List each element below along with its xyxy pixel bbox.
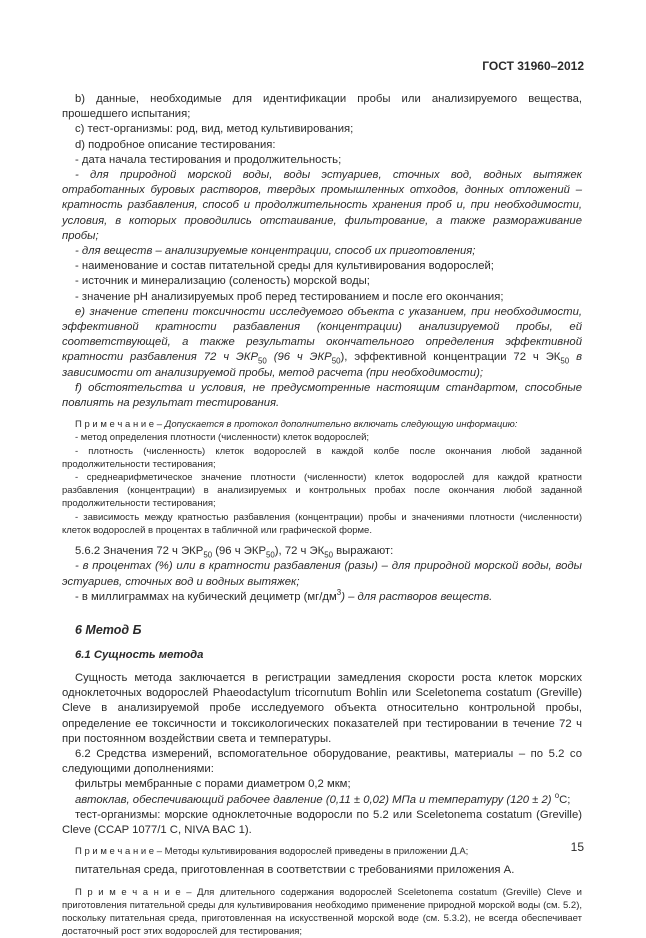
- item-e: [62, 305, 582, 381]
- section-6-2-item-3: тест-организмы: морские одноклеточные водоросли по 5.2 или Sceletonema costatum (Greville) Cleve (CCAP 1077/1 C, NIVA BAC 1).: [62, 808, 582, 836]
- note-1-item-4: - зависимость между кратностью разбавления (концентрации) пробы и значениями плотности (численности) клеток водорослей в процентах в табличной или графической форме.: [62, 511, 582, 536]
- section-6-title-text: 6 Метод Б: [75, 622, 142, 637]
- note-1-text: – Допускается в протокол дополнительно включать следующую информацию:: [154, 419, 518, 431]
- note-2-text: – Методы культивирования водорослей приведены в приложении Д.А;: [154, 846, 469, 858]
- note-2: [62, 845, 582, 858]
- item-d-5: - источник и минерализацию (соленость) морской воды;: [75, 275, 370, 288]
- clause-5-6-2-item-1: - в процентах (%) или в кратности разбавления (разы) – для природной морской воды, воды эстуариев, сточных вод и водных вытяжек;: [62, 560, 582, 588]
- item-e-part4: в зависимости от анализируемой пробы, метод расчета (при необходимости);: [62, 351, 583, 379]
- clause-5-6-2-item-2-b: ) – для растворов веществ.: [341, 590, 493, 603]
- note-3-head: П р и м е ч а н и е: [75, 886, 181, 898]
- clause-5-6-2-part2: (96 ч ЭКР: [212, 545, 266, 558]
- section-6-2-item-1: фильтры мембранные с порами диаметром 0,2 мкм;: [75, 778, 351, 791]
- superscript-3: 3: [336, 587, 342, 597]
- document-body: [62, 92, 582, 938]
- clause-5-6-2-part3: ), 72 ч ЭК: [274, 545, 325, 558]
- nutrient-medium-line: питательная среда, приготовленная в соответствии с требованиями приложения А.: [75, 864, 515, 877]
- item-c: c) тест-организмы: род, вид, метод культивирования;: [75, 123, 354, 136]
- subscript-50: 50: [203, 550, 213, 560]
- note-1-item-1: - метод определения плотности (численности) клеток водорослей;: [75, 432, 370, 444]
- document-header: ГОСТ 31960–2012: [482, 59, 584, 73]
- item-f: f) обстоятельства и условия, не предусмотренные настоящим стандартом, способные повлиять на результат тестирования.: [62, 381, 582, 410]
- item-b: b) данные, необходимые для идентификации пробы или анализируемого вещества, прошедшего испытания;: [62, 93, 582, 121]
- note-1: [62, 418, 582, 431]
- section-6-2-item-2-a: автоклав, обеспечивающий рабочее давление (0,11 ± 0,02) МПа и температуру (120 ± 2): [75, 793, 555, 806]
- item-e-part1: е) значение степени токсичности исследуемого объекта с указанием, при необходимости, эффективной кратности разбавления (концентрации) анализируемой пробы, ей соответствующей, а также результаты окончательного определения эффективной кратности разбавления 72 ч ЭКР: [62, 305, 582, 364]
- item-d-1: - дата начала тестирования и продолжительность;: [75, 153, 342, 166]
- clause-5-6-2-item-2-a: - в миллиграммах на кубический дециметр (мг/дм: [75, 590, 337, 603]
- subscript-50: 50: [258, 356, 267, 366]
- section-6-1-title: [75, 649, 582, 661]
- item-d: d) подробное описание тестирования:: [75, 138, 276, 151]
- note-1-item-3: - среднеарифметическое значение плотности (численности) клеток водорослей для каждой кратности разбавления (концентрации) в анализируемых и контрольных пробах после окончания любой заданной продолжительности тестирования;: [62, 472, 582, 510]
- item-e-part3: ), эффективной концентрации 72 ч ЭК: [340, 351, 561, 364]
- item-e-part2: (96 ч ЭКР: [266, 351, 332, 364]
- subscript-50: 50: [331, 356, 341, 366]
- section-6-2-text: 6.2 Средства измерений, вспомогательное оборудование, реактивы, материалы – по 5.2 со следующими дополнениями:: [62, 747, 582, 776]
- subscript-50: 50: [560, 356, 570, 366]
- item-d-2: - для природной морской воды, воды эстуариев, сточных вод, водных вытяжек отработанных буровых растворов, твердых промышленных отходов, донных отложений – кратность разбавления, способ и продолжительность хранения проб и, при необходимости, условия, в которых проводились отстаивание, фильтрование, а также размораживание пробы;: [62, 169, 582, 242]
- superscript-degree: o: [554, 790, 560, 800]
- section-6-title: [75, 623, 582, 637]
- clause-5-6-2: [62, 544, 582, 559]
- section-6-2-item-2-b: С;: [559, 793, 571, 806]
- subscript-50: 50: [324, 550, 334, 560]
- clause-5-6-2-part4: выражают:: [333, 545, 394, 558]
- note-3-text: – Для длительного содержания водорослей Sceletonema costatum (Greville) Cleve и приготовления питательной среды для культивирования необходимо применение природной морской воды (см. 5.2), поскольку питательная среда, приготовленная на искусственной морской воде (см. 5.3.2), не всегда обеспечивает достаточный рост этих водорослей для тестирования;: [62, 886, 582, 938]
- section-6-1-text: Сущность метода заключается в регистрации замедления скорости роста клеток морских одноклеточных водорослей Phaeodactylum tricornutum Bohlin или Sceletonema costatum (Greville) Cleve в анализируемой пробе исследуемого объекта относительно контрольной пробы, определение ее токсичности и токсикологических показателей при тестировании в течение 72 ч при постоянном воздействии света и температуры.: [62, 671, 582, 745]
- note-1-head: П р и м е ч а н и е: [75, 419, 155, 431]
- note-3: [62, 886, 582, 938]
- clause-5-6-2-item-2: [62, 587, 582, 605]
- note-1-item-2: - плотность (численность) клеток водорослей в каждой колбе после окончания любой заданной продолжительности тестирования;: [62, 445, 582, 470]
- item-d-4: - наименование и состав питательной среды для культивирования водорослей;: [75, 260, 494, 273]
- section-6-1-title-text: 6.1 Сущность метода: [75, 648, 204, 661]
- item-d-6: - значение pH анализируемых проб перед тестированием и после его окончания;: [75, 290, 504, 303]
- page-number: 15: [570, 840, 584, 854]
- item-d-3: - для веществ – анализируемые концентрации, способ их приготовления;: [75, 245, 476, 258]
- subscript-50: 50: [265, 550, 275, 560]
- section-6-2-item-2: [62, 790, 582, 808]
- note-2-head: П р и м е ч а н и е: [75, 846, 155, 858]
- clause-5-6-2-part1: 5.6.2 Значения 72 ч ЭКР: [75, 545, 204, 558]
